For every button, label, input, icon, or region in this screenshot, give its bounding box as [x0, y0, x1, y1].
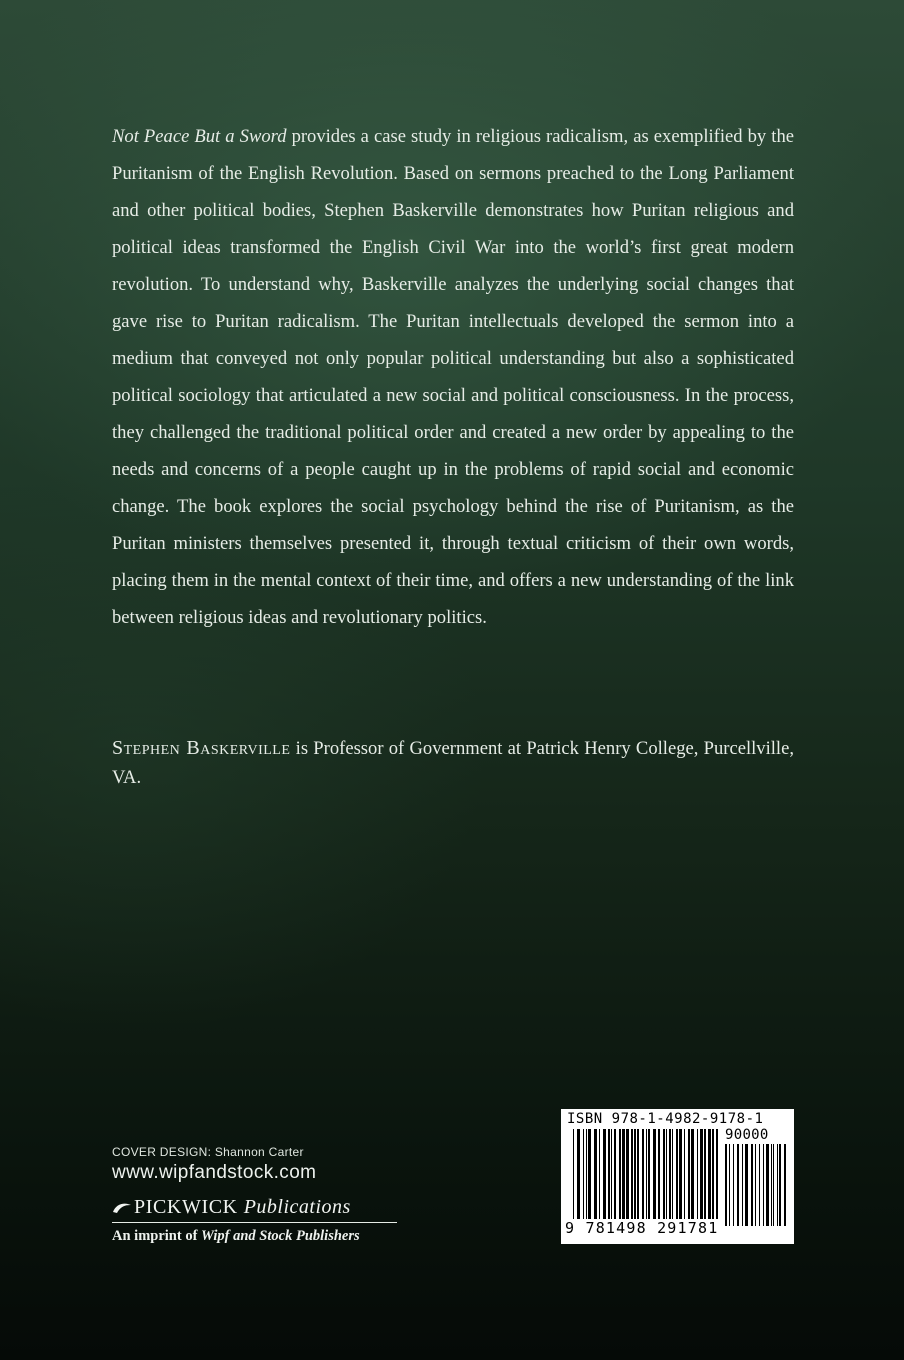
isbn-label: ISBN 978-1-4982-9178-1 [567, 1111, 764, 1127]
barcode-bar [763, 1144, 764, 1226]
barcode-bar [631, 1129, 633, 1229]
author-bio [112, 734, 794, 792]
imprint-prefix: An imprint of [112, 1228, 202, 1244]
barcode-digits: 9 781498 291781 [565, 1219, 719, 1237]
price-addon-label: 90000 [725, 1127, 769, 1143]
publisher-website: www.wipfandstock.com [112, 1162, 317, 1183]
barcode-bar [697, 1129, 698, 1229]
publisher-name-line [112, 1196, 397, 1223]
book-title-italic: Not Peace But a Sword [112, 126, 287, 147]
barcode-bar [779, 1144, 781, 1226]
barcode-bar [771, 1144, 772, 1226]
barcode-bar [725, 1144, 727, 1226]
barcode-bar [626, 1129, 629, 1229]
barcode-bar [608, 1129, 610, 1229]
barcode-bar [708, 1129, 711, 1229]
barcode-bar [733, 1144, 734, 1226]
barcode-bar [653, 1129, 656, 1229]
barcode-bar [704, 1129, 706, 1229]
barcode-bar [634, 1129, 636, 1229]
barcode-bar [679, 1129, 682, 1229]
barcode-bar [588, 1129, 591, 1229]
blurb-text: provides a case study in religious radicalism, as exemplified by the Puritanism of the English Revolution. Based on sermons preached to the Long Parliament and other political bodies, Stephen Baskerville demonstrates how Puritan religious and political ideas transformed the English Civil War into the world’s first great modern revolution. To understand why, Baskerville analyzes the underlying social changes that gave rise to Puritan radicalism. The Puritan intellectuals developed the sermon into a medium that conveyed not only popular political understanding but also a sophisticated political sociology that articulated a new social and political consciousness. In the process, they challenged the traditional political order and created a new order by appealing to the needs and concerns of a people caught up in the problems of rapid social and economic change. The book explores the social psychology behind the rise of Puritanism, as the Puritan ministers themselves presented it, through textual criticism of their own words, placing them in the mental context of their time, and offers a new understanding of the link between religious ideas and revolutionary politics. [112, 126, 795, 628]
author-bio-text: is Professor of Government at Patrick Henry College, Purcellville, VA. [112, 738, 794, 788]
barcode-bar [688, 1129, 690, 1229]
cover-design-credit: COVER DESIGN: Shannon Carter [112, 1145, 304, 1159]
barcode-bar [642, 1129, 644, 1229]
barcode-bar [737, 1144, 739, 1226]
author-name: Stephen Baskerville [112, 737, 291, 759]
barcode-bar [658, 1129, 660, 1229]
publisher-name-italic: Publications [243, 1196, 351, 1218]
barcode-bar [594, 1129, 597, 1229]
barcode-bar [669, 1129, 671, 1229]
barcode-bar [603, 1129, 606, 1229]
barcode-bar [751, 1144, 753, 1226]
barcode-bar [700, 1129, 703, 1229]
imprint-line [112, 1228, 397, 1245]
barcode-bar [691, 1129, 694, 1229]
isbn-barcode [561, 1109, 794, 1244]
barcode-bar [648, 1129, 650, 1229]
barcode-bar [611, 1129, 612, 1229]
barcode-bar [614, 1129, 616, 1229]
barcode-bar [619, 1129, 621, 1229]
barcode-bar [676, 1129, 678, 1229]
barcode-bar [755, 1144, 756, 1226]
barcode-bar [622, 1129, 625, 1229]
imprint-publisher: Wipf and Stock Publishers [201, 1228, 360, 1244]
barcode-bar [663, 1129, 665, 1229]
pickwick-logo-icon [112, 1201, 132, 1215]
publisher-block [112, 1196, 397, 1245]
barcode-bar [729, 1144, 730, 1226]
ean-barcode-bars [573, 1129, 719, 1229]
barcode-bar [672, 1129, 673, 1229]
barcode-bar [773, 1144, 774, 1226]
publisher-name: PICKWICK [134, 1196, 238, 1218]
barcode-bar [583, 1129, 584, 1229]
back-cover-blurb [112, 118, 794, 636]
barcode-bar [637, 1129, 639, 1229]
barcode-bar [745, 1144, 748, 1226]
barcode-bar [666, 1129, 667, 1229]
barcode-bar [577, 1129, 580, 1229]
barcode-bar [716, 1129, 718, 1229]
barcode-bar [759, 1144, 760, 1226]
barcode-bar [573, 1129, 574, 1229]
barcode-bar [586, 1129, 587, 1229]
barcode-bar [646, 1129, 647, 1229]
barcode-bar [599, 1129, 600, 1229]
barcode-bar [712, 1129, 714, 1229]
barcode-bar [684, 1129, 685, 1229]
barcode-bar [766, 1144, 769, 1226]
barcode-bar [777, 1144, 778, 1226]
addon-barcode-bars [725, 1144, 789, 1226]
barcode-bar [784, 1144, 786, 1226]
barcode-bar [742, 1144, 743, 1226]
